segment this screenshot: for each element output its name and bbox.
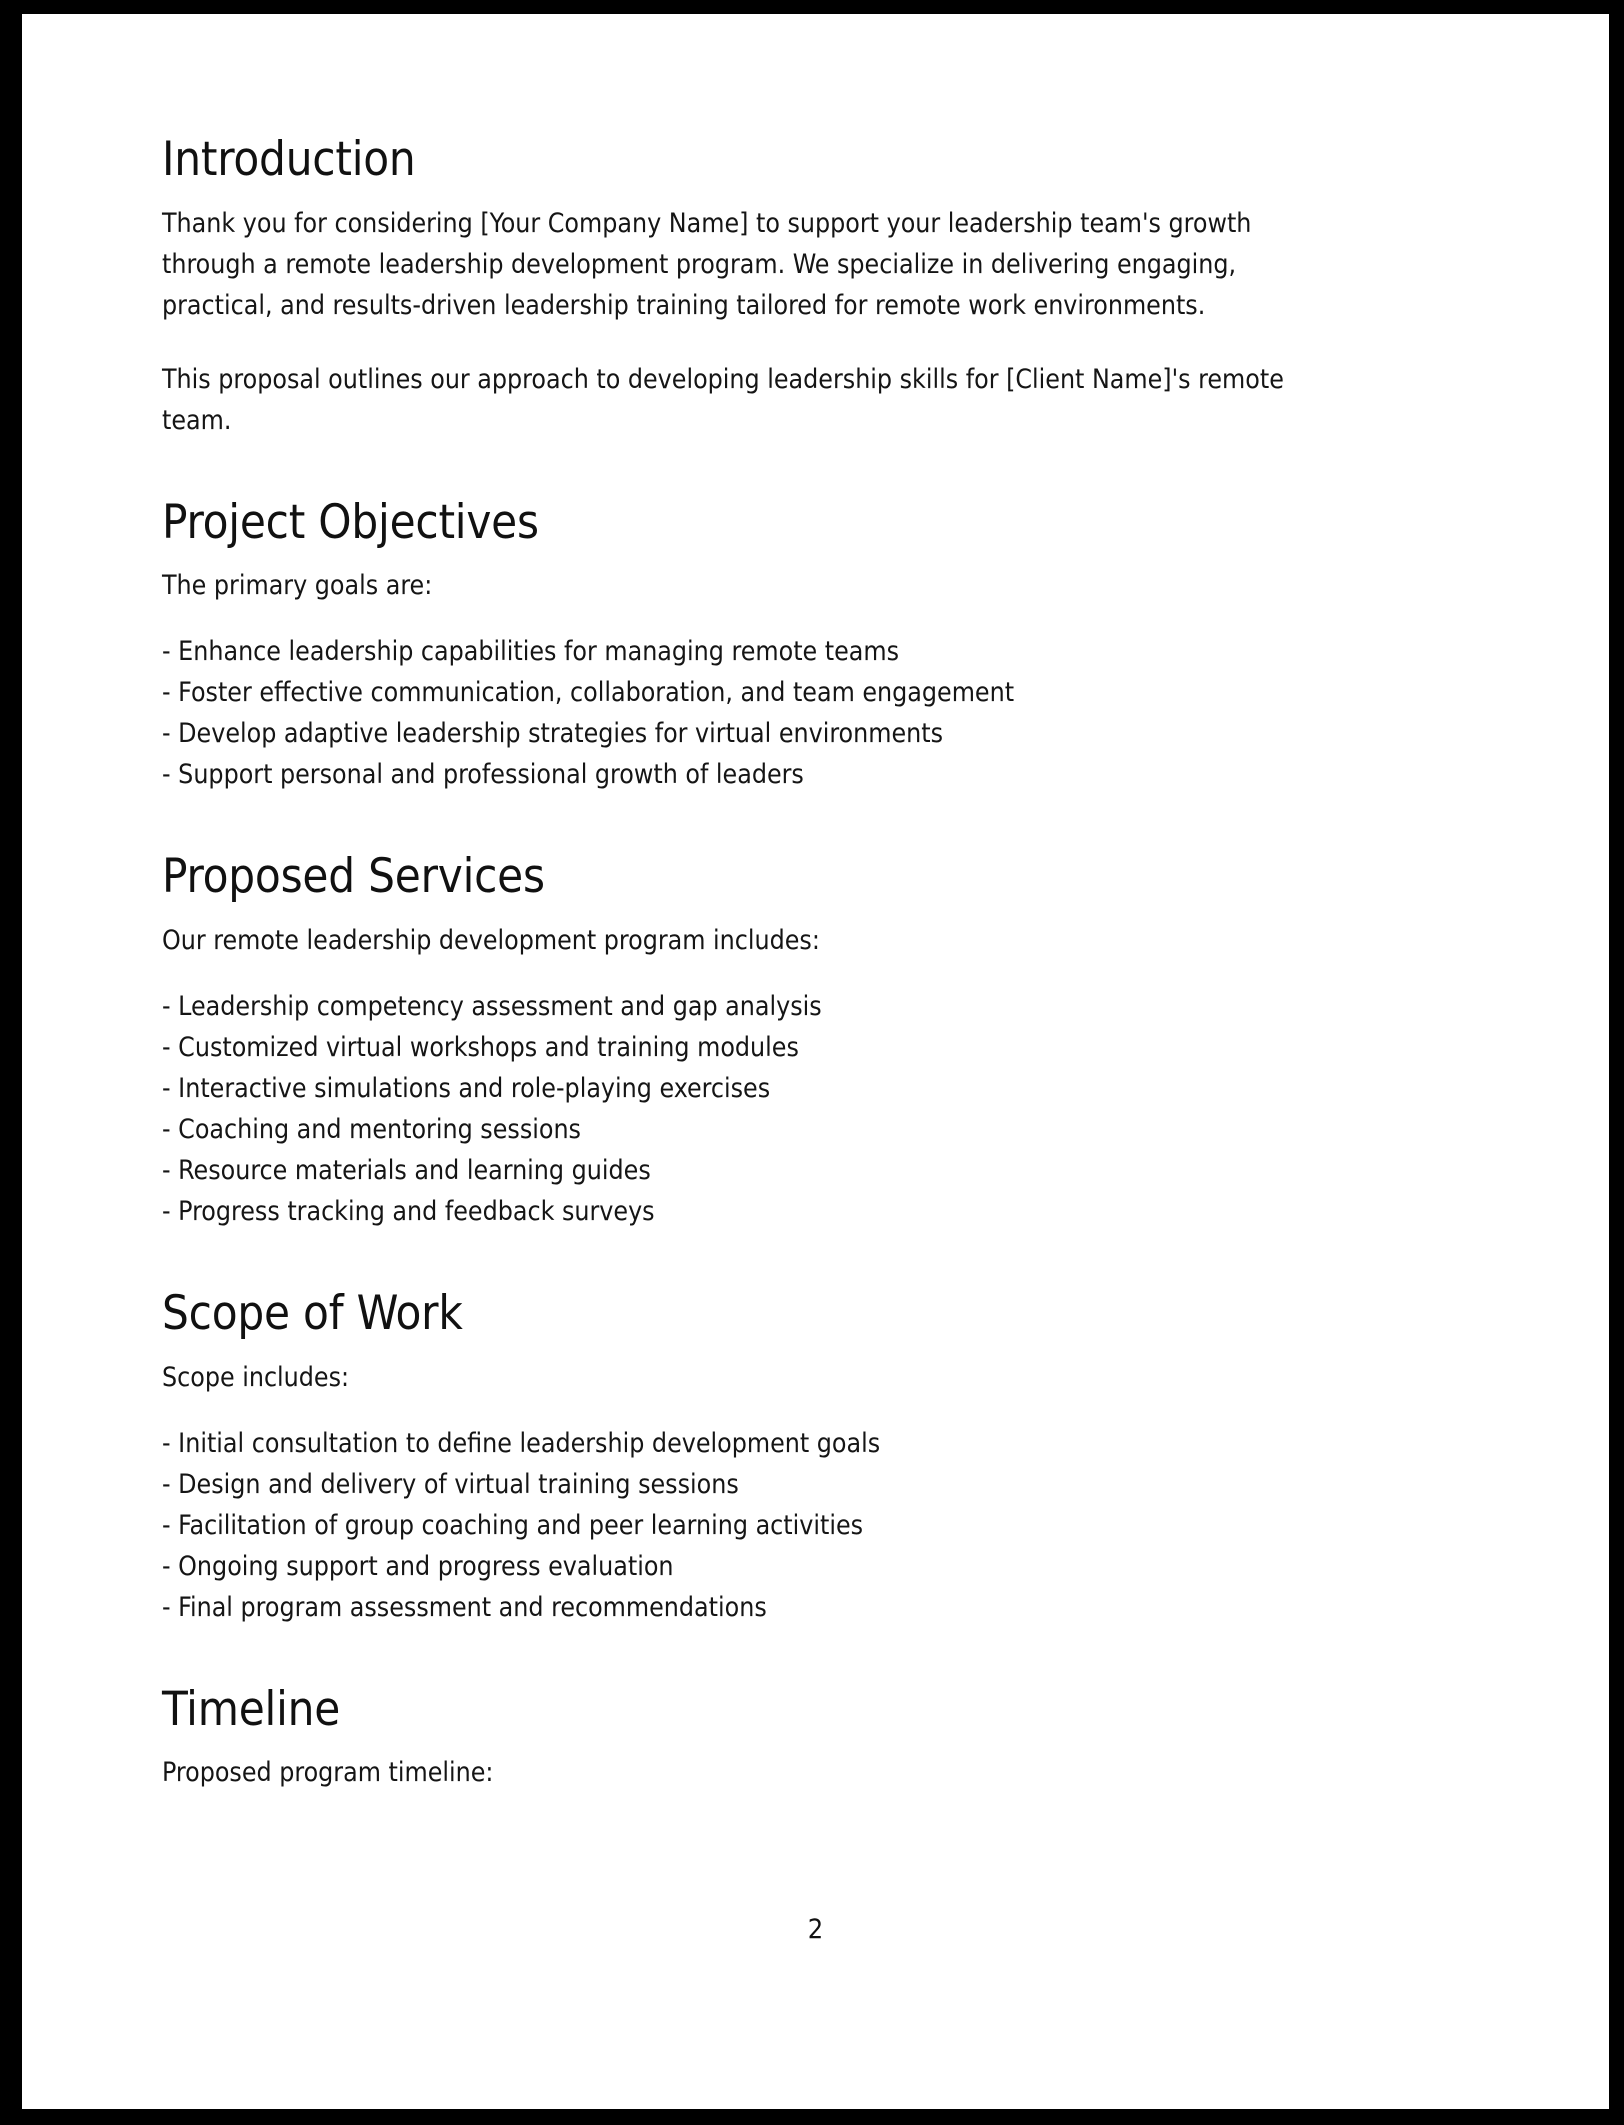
list-item: - Interactive simulations and role-playing exercises — [162, 1072, 771, 1104]
spacer — [162, 961, 1322, 986]
project-objectives-list — [162, 631, 1322, 795]
list-item: - Facilitation of group coaching and peer learning activities — [162, 1509, 864, 1541]
section-heading-project-objectives: Project Objectives — [162, 494, 539, 550]
introduction-paragraph-2: This proposal outlines our approach to developing leadership skills for [Client Name]'s remote team. — [162, 363, 1284, 436]
project-objectives-intro: The primary goals are: — [162, 570, 433, 602]
list-item: - Support personal and professional growth of leaders — [162, 759, 804, 791]
spacer — [162, 441, 1322, 497]
scope-of-work-list — [162, 1423, 1322, 1628]
spacer — [162, 1628, 1322, 1684]
spacer — [162, 326, 1322, 359]
spacer — [162, 187, 1322, 203]
list-item: - Foster effective communication, collaboration, and team engagement — [162, 677, 1015, 709]
list-item: - Initial consultation to define leadership development goals — [162, 1427, 881, 1459]
page-number: 2 — [807, 1914, 824, 1945]
section-heading-scope-of-work: Scope of Work — [162, 1285, 463, 1341]
spacer — [162, 606, 1322, 631]
list-item: - Develop adaptive leadership strategies for virtual environments — [162, 718, 944, 750]
list-item: - Resource materials and learning guides — [162, 1154, 651, 1186]
document-body — [162, 134, 1322, 1793]
section-heading-proposed-services: Proposed Services — [162, 849, 545, 905]
document-page-sheet — [22, 14, 1609, 2109]
list-item: - Enhance leadership capabilities for managing remote teams — [162, 636, 900, 668]
spacer — [162, 1232, 1322, 1288]
list-item: - Ongoing support and progress evaluation — [162, 1550, 674, 1582]
introduction-paragraph-1: Thank you for considering [Your Company Name] to support your leadership team's growth through a remote leadership development program. We specialize in delivering engaging, practical, and results-driven leadership training tailored for remote work environments. — [162, 207, 1252, 321]
spacer — [162, 795, 1322, 851]
section-heading-timeline: Timeline — [162, 1681, 341, 1737]
section-heading-introduction: Introduction — [162, 132, 416, 187]
proposed-services-list — [162, 986, 1322, 1232]
list-item: - Progress tracking and feedback surveys — [162, 1195, 655, 1227]
list-item: - Customized virtual workshops and training modules — [162, 1031, 799, 1063]
spacer — [162, 904, 1322, 920]
scope-of-work-intro: Scope includes: — [162, 1361, 350, 1393]
spacer — [162, 1341, 1322, 1357]
list-item: - Leadership competency assessment and gap analysis — [162, 990, 822, 1022]
spacer — [162, 1736, 1322, 1752]
list-item: - Final program assessment and recommendations — [162, 1591, 767, 1623]
spacer — [162, 549, 1322, 565]
timeline-intro: Proposed program timeline: — [162, 1757, 494, 1789]
proposed-services-intro: Our remote leadership development program includes: — [162, 924, 820, 956]
list-item: - Coaching and mentoring sessions — [162, 1113, 581, 1145]
spacer — [162, 1398, 1322, 1423]
list-item: - Design and delivery of virtual training sessions — [162, 1468, 739, 1500]
